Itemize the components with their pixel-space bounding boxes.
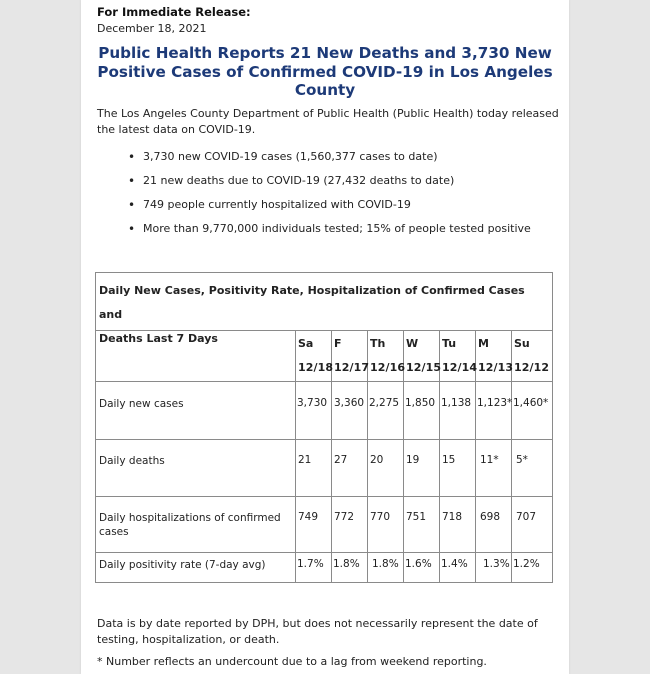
press-release-page [81, 0, 569, 674]
table-divider [295, 330, 296, 582]
table-cell: 11* [480, 454, 499, 466]
row-label-positivity: Daily positivity rate (7-day avg) [99, 559, 266, 571]
table-cell: 698 [480, 511, 501, 523]
date-header: 12/12 [514, 361, 550, 374]
table-divider [96, 381, 552, 382]
table-cell: 1,850 [405, 397, 436, 409]
table-cell: 3,360 [334, 397, 365, 409]
table-cell: 15 [442, 454, 456, 466]
table-divider [96, 496, 552, 497]
table-cell: 1.7% [297, 558, 324, 570]
table-divider [96, 330, 552, 331]
list-item: • More than 9,770,000 individuals tested; 15% of people tested positive [97, 219, 557, 243]
date-header: 12/16 [370, 361, 406, 374]
table-divider [96, 439, 552, 440]
table-title-line: Daily New Cases, Positivity Rate, Hospitalization of Confirmed Cases and [99, 284, 525, 321]
table-cell: 718 [442, 511, 463, 523]
date-header: 12/15 [406, 361, 442, 374]
undercount-footnote: * Number reflects an undercount due to a lag from weekend reporting. [97, 655, 487, 668]
table-cell: 1.8% [333, 558, 360, 570]
table-cell: 770 [370, 511, 391, 523]
list-item: • 21 new deaths due to COVID-19 (27,432 deaths to date) [97, 171, 557, 195]
day-header: W [406, 337, 419, 350]
seven-day-table [95, 272, 553, 583]
table-cell: 5* [516, 454, 528, 466]
table-cell: 772 [334, 511, 355, 523]
table-cell: 749 [298, 511, 319, 523]
table-cell: 1.2% [513, 558, 540, 570]
table-cell: 2,275 [369, 397, 400, 409]
day-header: Su [514, 337, 530, 350]
day-header: Sa [298, 337, 314, 350]
list-item: • 749 people currently hospitalized with COVID-19 [97, 195, 557, 219]
list-item: • 3,730 new COVID-19 cases (1,560,377 cases to date) [97, 147, 557, 171]
table-cell: 707 [516, 511, 537, 523]
table-cell: 1,138 [441, 397, 472, 409]
day-header: M [478, 337, 489, 350]
date-header: 12/13 [478, 361, 514, 374]
table-title-line: Deaths Last 7 Days [99, 332, 218, 345]
row-label-hospitalizations: Daily hospitalizations of confirmed cases [99, 512, 281, 538]
data-footnote: Data is by date reported by DPH, but does not necessarily represent the date of testing, hospitalization, or death. [97, 617, 538, 646]
table-divider [96, 552, 552, 553]
day-header: Th [370, 337, 386, 350]
summary-list [97, 147, 557, 243]
row-label-new-cases: Daily new cases [99, 398, 184, 410]
day-header: Tu [442, 337, 457, 350]
release-label: For Immediate Release: [97, 5, 251, 19]
headline: Public Health Reports 21 New Deaths and 3,730 New Positive Cases of Confirmed COVID-19 in Los Angeles County [97, 44, 553, 99]
table-cell: 20 [370, 454, 384, 466]
table-cell: 1.8% [372, 558, 399, 570]
table-cell: 3,730 [297, 397, 328, 409]
table-title [99, 279, 539, 351]
row-label-deaths: Daily deaths [99, 455, 165, 467]
day-header: F [334, 337, 342, 350]
date-header: 12/14 [442, 361, 478, 374]
table-cell: 19 [406, 454, 420, 466]
table-cell: 1.4% [441, 558, 468, 570]
table-cell: 751 [406, 511, 427, 523]
table-cell: 1,460* [513, 397, 549, 409]
intro-paragraph: The Los Angeles County Department of Public Health (Public Health) today released the latest data on COVID-19. [97, 107, 559, 136]
date-header: 12/17 [334, 361, 370, 374]
table-cell: 1.6% [405, 558, 432, 570]
release-date: December 18, 2021 [97, 22, 207, 35]
table-cell: 21 [298, 454, 312, 466]
table-cell: 27 [334, 454, 348, 466]
table-cell: 1,123* [477, 397, 513, 409]
date-header: 12/18 [298, 361, 334, 374]
table-cell: 1.3% [483, 558, 510, 570]
